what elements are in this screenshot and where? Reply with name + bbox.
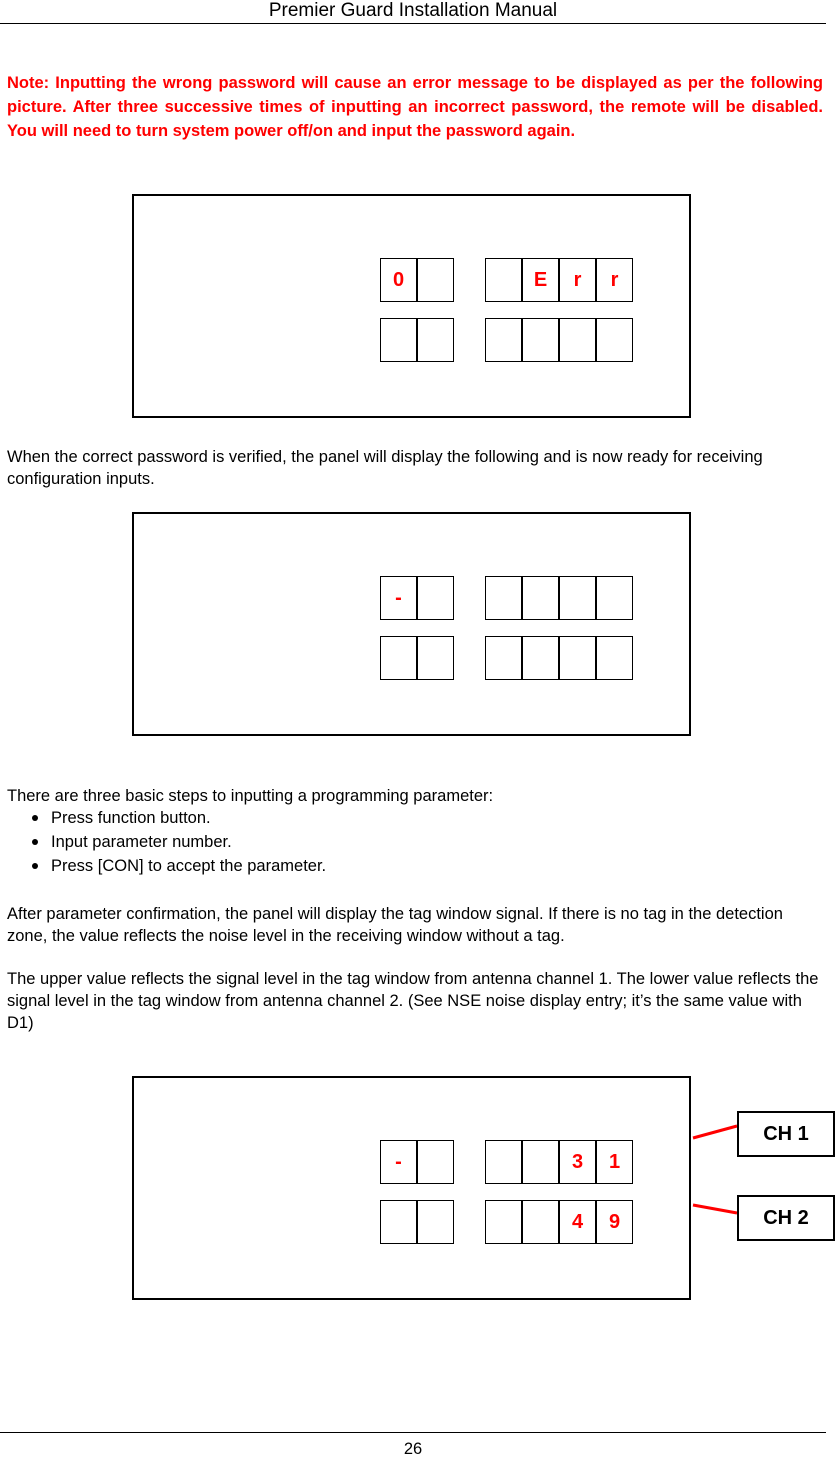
display-cell: - (380, 1140, 417, 1184)
confirmation-paragraph: After parameter confirmation, the panel will display the tag window signal. If there is no tag in the detection zone, the value reflects the noise level in the receiving window without a tag. (7, 905, 783, 945)
step-item: Press [CON] to accept the parameter. (32, 854, 326, 878)
display-cell: - (380, 576, 417, 620)
display-cell (522, 636, 559, 680)
display-cell (485, 318, 522, 362)
display-cell (559, 318, 596, 362)
display-cell: 1 (596, 1140, 633, 1184)
ch2-leader-line (693, 1205, 737, 1213)
display-cell (596, 636, 633, 680)
display-cell (417, 258, 454, 302)
ch2-label: CH 2 (737, 1195, 835, 1241)
display-cell (417, 1200, 454, 1244)
display-cell (417, 636, 454, 680)
page-number: 26 (403, 1440, 423, 1458)
display-cell (485, 1140, 522, 1184)
ready-display-panel (132, 512, 691, 736)
display-cell (485, 1200, 522, 1244)
channels-paragraph: The upper value reflects the signal level in the tag window from antenna channel 1. The lower value reflects the signal level in the tag window from antenna channel 2. (See NSE noise display entry; it’s the same value with D1) (7, 970, 819, 1032)
display-cell (485, 636, 522, 680)
display-cell (485, 258, 522, 302)
ch1-label: CH 1 (737, 1111, 835, 1157)
display-cell: E (522, 258, 559, 302)
display-cell: r (596, 258, 633, 302)
display-cell (559, 576, 596, 620)
page-header: Premier Guard Installation Manual (0, 0, 826, 24)
footer-divider (0, 1432, 826, 1433)
display-cell (596, 576, 633, 620)
display-cell (417, 576, 454, 620)
display-cell: 4 (559, 1200, 596, 1244)
display-cell (380, 318, 417, 362)
display-cell (522, 318, 559, 362)
display-cell (380, 1200, 417, 1244)
display-cell: 3 (559, 1140, 596, 1184)
error-display-panel (132, 194, 691, 418)
step-item: Press function button. (32, 806, 326, 830)
display-cell (522, 1200, 559, 1244)
display-cell: 9 (596, 1200, 633, 1244)
display-cell (559, 636, 596, 680)
verified-paragraph: When the correct password is verified, the panel will display the following and is now ready for receiving configuration inputs. (7, 448, 763, 488)
display-cell (485, 576, 522, 620)
display-cell: r (559, 258, 596, 302)
steps-list (32, 806, 326, 878)
password-error-note: Note: Inputting the wrong password will cause an error message to be displayed as per the following picture. After three successive times of inputting an incorrect password, the remote will be disabled. You will need to turn system power off/on and input the password again. (7, 74, 823, 140)
display-cell (596, 318, 633, 362)
signal-display-panel (132, 1076, 691, 1300)
display-cell (417, 318, 454, 362)
display-cell (522, 1140, 559, 1184)
step-item: Input parameter number. (32, 830, 326, 854)
ch1-leader-line (693, 1126, 737, 1138)
display-cell (522, 576, 559, 620)
steps-intro: There are three basic steps to inputting a programming parameter: (7, 787, 494, 805)
display-cell (380, 636, 417, 680)
display-cell (417, 1140, 454, 1184)
display-cell: 0 (380, 258, 417, 302)
